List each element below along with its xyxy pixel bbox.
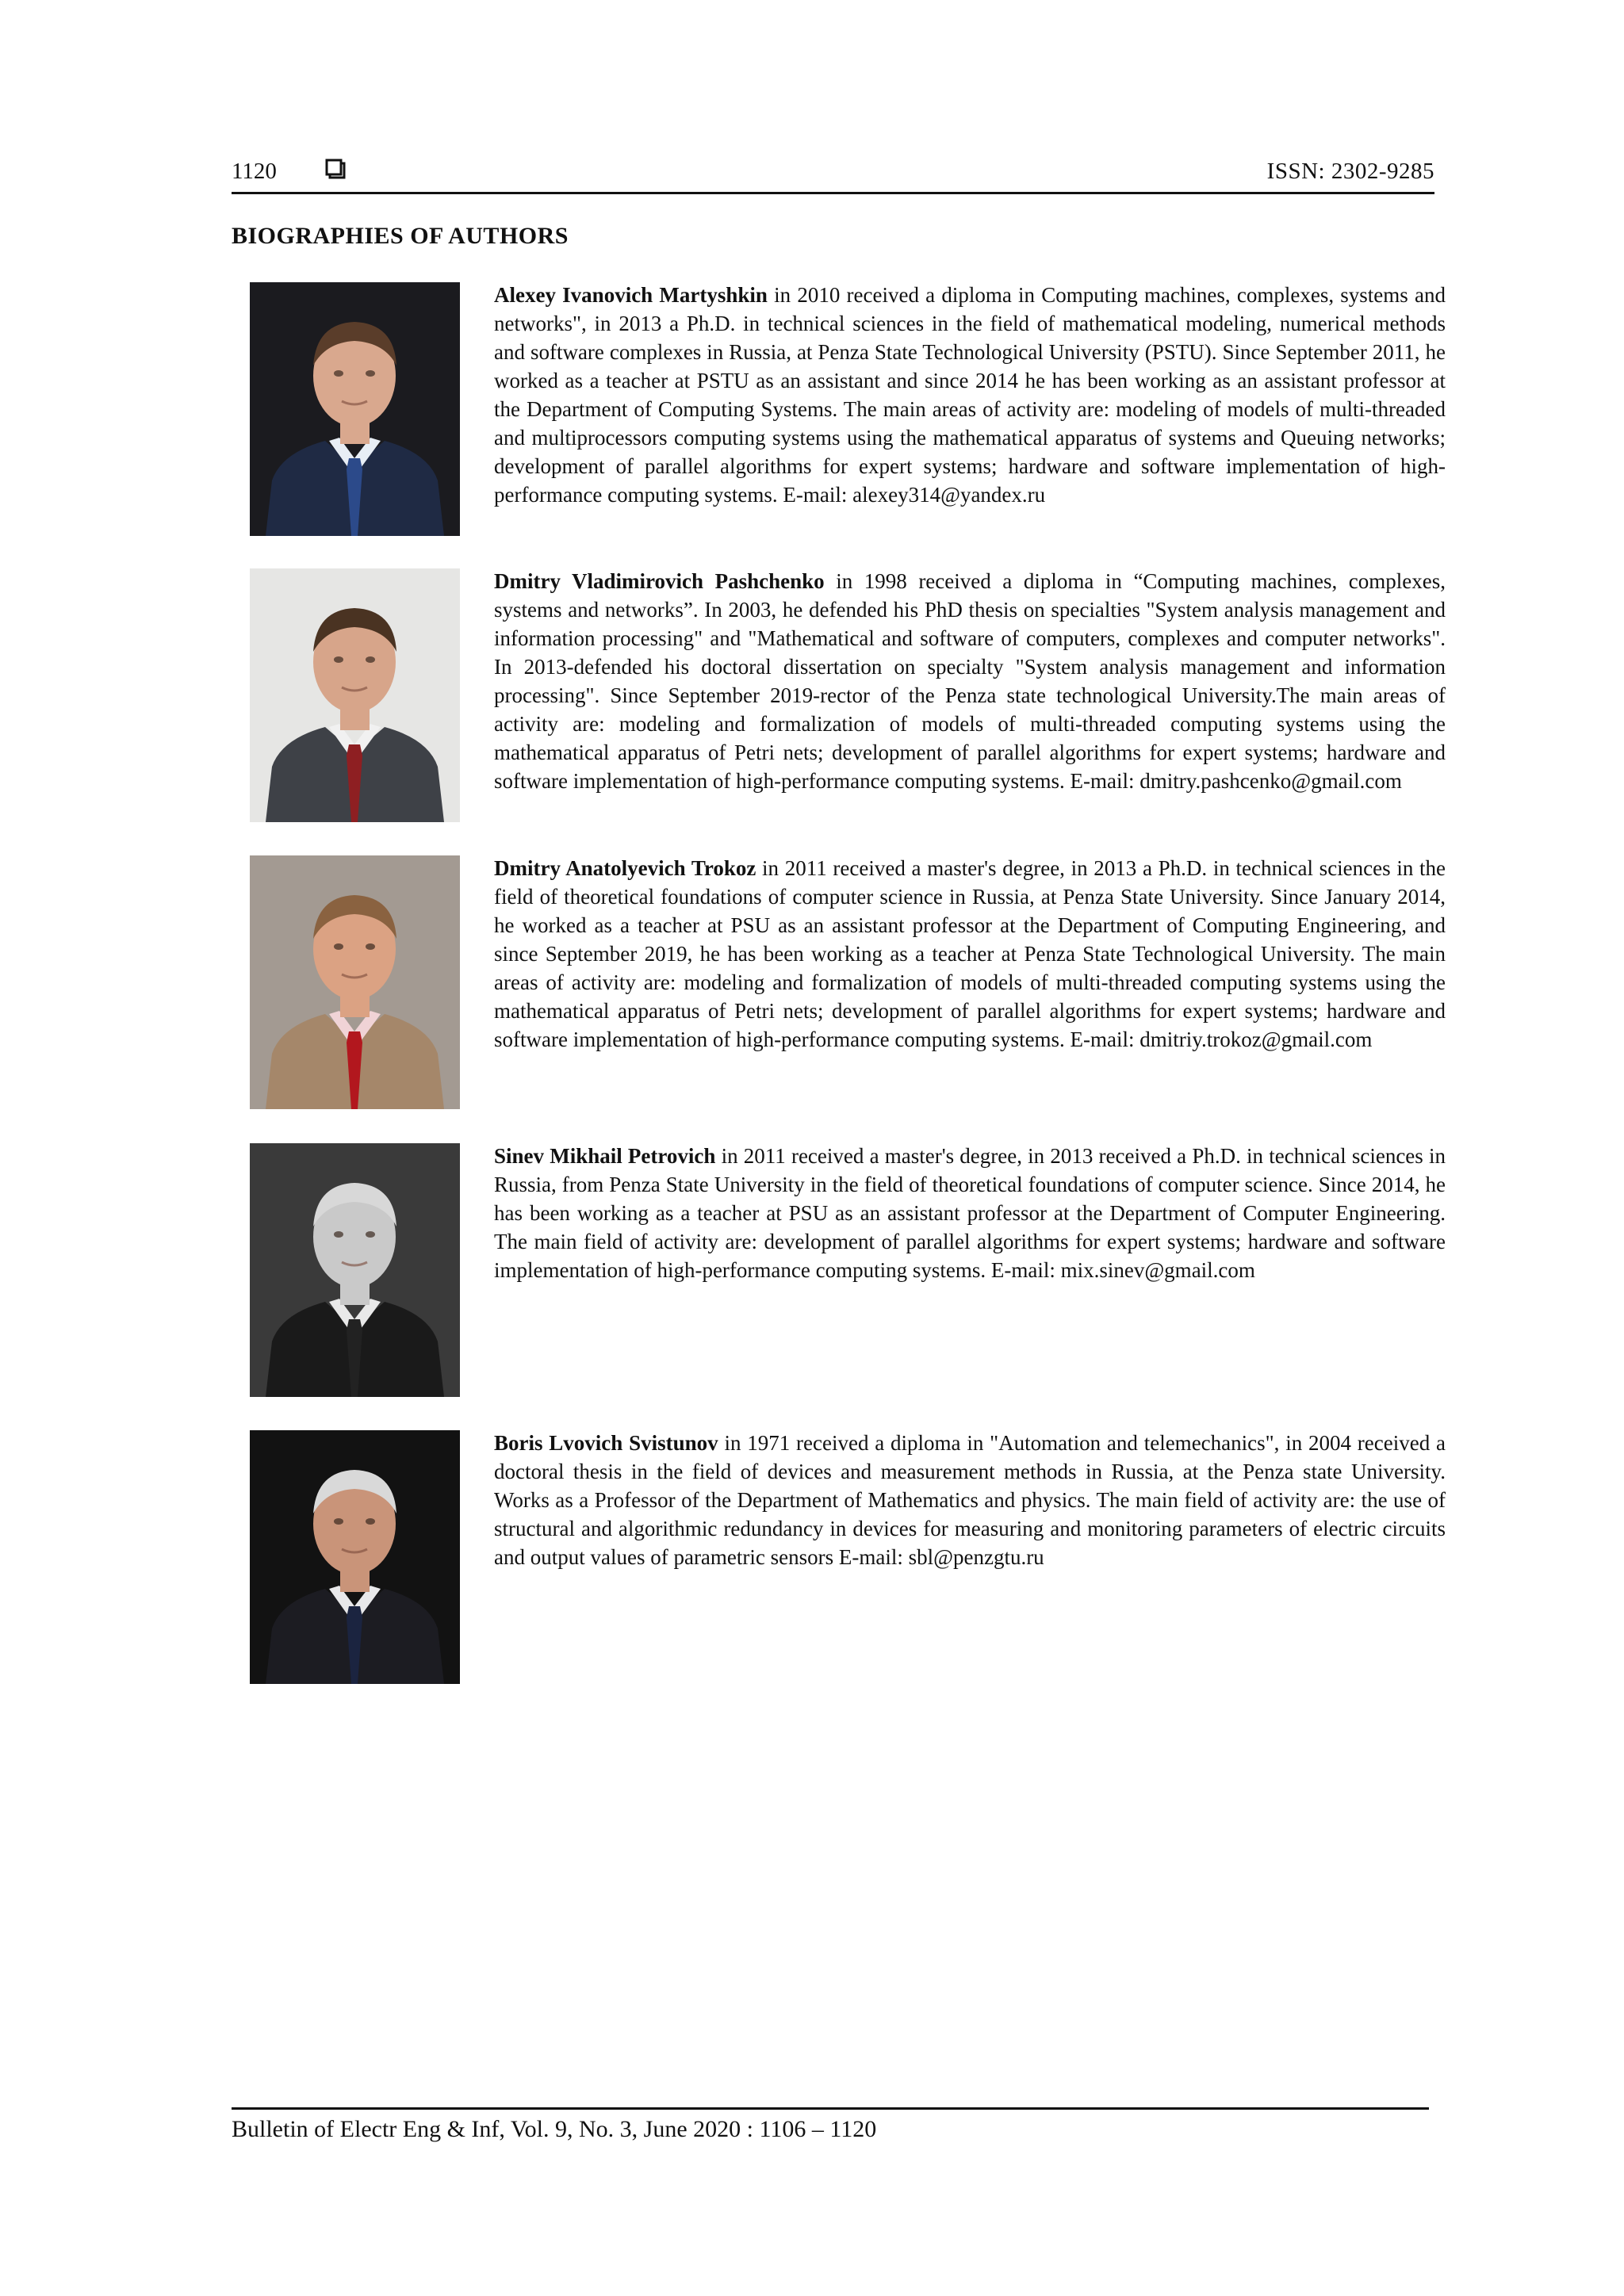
page-number: 1120 [232, 159, 277, 184]
page-header [232, 155, 1434, 193]
bio-text [494, 1429, 1446, 1571]
author-name: Alexey Ivanovich Martyshkin [494, 283, 768, 307]
bio-text [494, 1142, 1446, 1284]
bio-body: in 2011 received a master's degree, in 2013 received a Ph.D. in technical sciences in Russia, from Penza State University in the field of theoretical foundations of computer science. Since 2014, he has been working as a teacher at PSU as an assistant professor at the Department of Computer Engineering. The main field of activity are: development of parallel algorithms for expert systems; hardware and software implementation of high-performance computing systems. E-mail: mix.sinev@gmail.com [494, 1144, 1446, 1282]
author-photo [250, 1143, 460, 1397]
portrait-illustration [250, 282, 460, 536]
bio-text [494, 854, 1446, 1054]
author-name: Sinev Mikhail Petrovich [494, 1144, 716, 1168]
section-title: BIOGRAPHIES OF AUTHORS [232, 223, 569, 249]
author-photo [250, 568, 460, 822]
portrait-illustration [250, 1143, 460, 1397]
portrait-illustration [250, 568, 460, 822]
issn: ISSN: 2302-9285 [1266, 159, 1434, 184]
header-rule [232, 192, 1434, 194]
bio-text [494, 567, 1446, 795]
author-photo [250, 282, 460, 536]
author-name: Dmitry Vladimirovich Pashchenko [494, 569, 825, 593]
author-name: Dmitry Anatolyevich Trokoz [494, 856, 756, 880]
checkbox-square-icon [325, 159, 346, 179]
author-photo [250, 1430, 460, 1684]
footer-citation: Bulletin of Electr Eng & Inf, Vol. 9, No. 3, June 2020 : 1106 – 1120 [232, 2116, 877, 2142]
bio-body: in 2010 received a diploma in Computing machines, complexes, systems and networks", in 2013 a Ph.D. in technical sciences in the field of mathematical modeling, numerical methods and software complexes in Russia, at Penza State Technological University (PSTU). Since September 2011, he worked as a teacher at PSTU as an assistant and since 2014 he has been working as an assistant professor at the Department of Computing Systems. The main areas of activity are: modeling of models of multi-threaded and multiprocessors computing systems using the mathematical apparatus of systems and Queuing networks; development of parallel algorithms for expert systems; hardware and software implementation of high-performance computing systems. E-mail: alexey314@yandex.ru [494, 283, 1446, 507]
author-name: Boris Lvovich Svistunov [494, 1431, 718, 1455]
footer-rule [232, 2107, 1429, 2110]
author-photo [250, 855, 460, 1109]
bio-body: in 1971 received a diploma in "Automation and telemechanics", in 2004 received a doctoral thesis in the field of devices and measurement methods in Russia, at the Penza state University. Works as a Professor of the Department of Mathematics and physics. The main field of activity are: the use of structural and algorithmic redundancy in devices for measuring and monitoring parameters of electric circuits and output values of parametric sensors E-mail: sbl@penzgtu.ru [494, 1431, 1446, 1569]
portrait-illustration [250, 1430, 460, 1684]
bio-body: in 1998 received a diploma in “Computing machines, complexes, systems and networks”. In 2003, he defended his PhD thesis on specialties "System analysis management and information processing" and "Mathematical and software of computers, complexes and computer networks". In 2013-defended his doctoral dissertation on specialty "System analysis management and information processing". Since September 2019-rector of the Penza state technological University.The main areas of activity are: modeling and formalization of models of multi-threaded computing systems using the mathematical apparatus of Petri nets; development of parallel algorithms for expert systems; hardware and software implementation of high-performance computing systems. E-mail: dmitry.pashcenko@gmail.com [494, 569, 1446, 793]
bio-body: in 2011 received a master's degree, in 2013 a Ph.D. in technical sciences in the field of theoretical foundations of computer science in Russia, at Penza State University. Since January 2014, he worked as a teacher at PSU as an assistant professor at the Department of Computing Engineering, and since September 2019, he has been working as a teacher at Penza State Technological University. The main areas of activity are: modeling and formalization of models of multi-threaded computing systems using the mathematical apparatus of Petri nets; development of parallel algorithms for expert systems; hardware and software implementation of high-performance computing systems. E-mail: dmitriy.trokoz@gmail.com [494, 856, 1446, 1051]
bio-text [494, 281, 1446, 509]
portrait-illustration [250, 855, 460, 1109]
